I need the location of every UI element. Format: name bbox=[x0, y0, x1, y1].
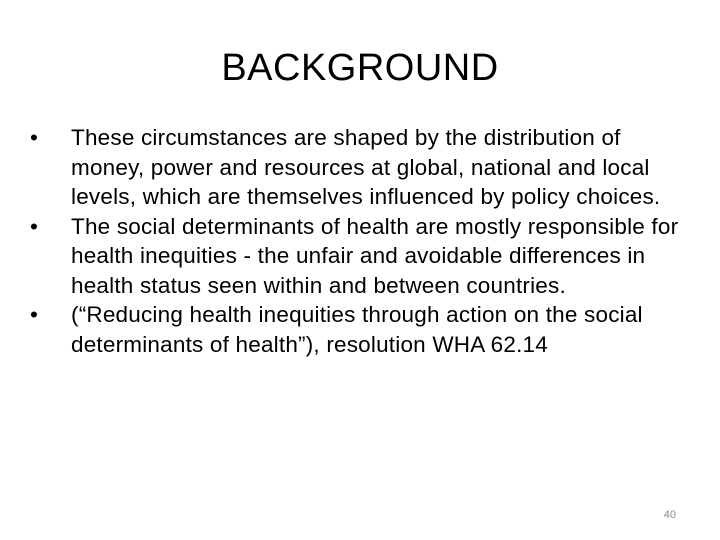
bullet-text-1: These circumstances are shaped by the distribution of money, power and resources at global, national and local levels, which are themselves influenced by policy choices. bbox=[71, 125, 661, 209]
slide-title: BACKGROUND bbox=[221, 47, 499, 89]
bullet-text-3: (“Reducing health inequities through action on the social determinants of health”), resolution WHA 62.14 bbox=[71, 302, 643, 357]
bullet-dot-icon: • bbox=[30, 213, 39, 239]
bullet-list bbox=[30, 123, 690, 359]
bullet-item-1 bbox=[30, 123, 690, 212]
page-number: 40 bbox=[663, 509, 676, 521]
bullet-item-2 bbox=[30, 212, 690, 301]
bullet-text-2: The social determinants of health are mostly responsible for health inequities - the unfair and avoidable differences in health status seen within and between countries. bbox=[71, 213, 679, 298]
bullet-dot-icon: • bbox=[30, 302, 39, 327]
bullet-item-3 bbox=[30, 300, 690, 359]
bullet-dot-icon: • bbox=[30, 125, 39, 150]
